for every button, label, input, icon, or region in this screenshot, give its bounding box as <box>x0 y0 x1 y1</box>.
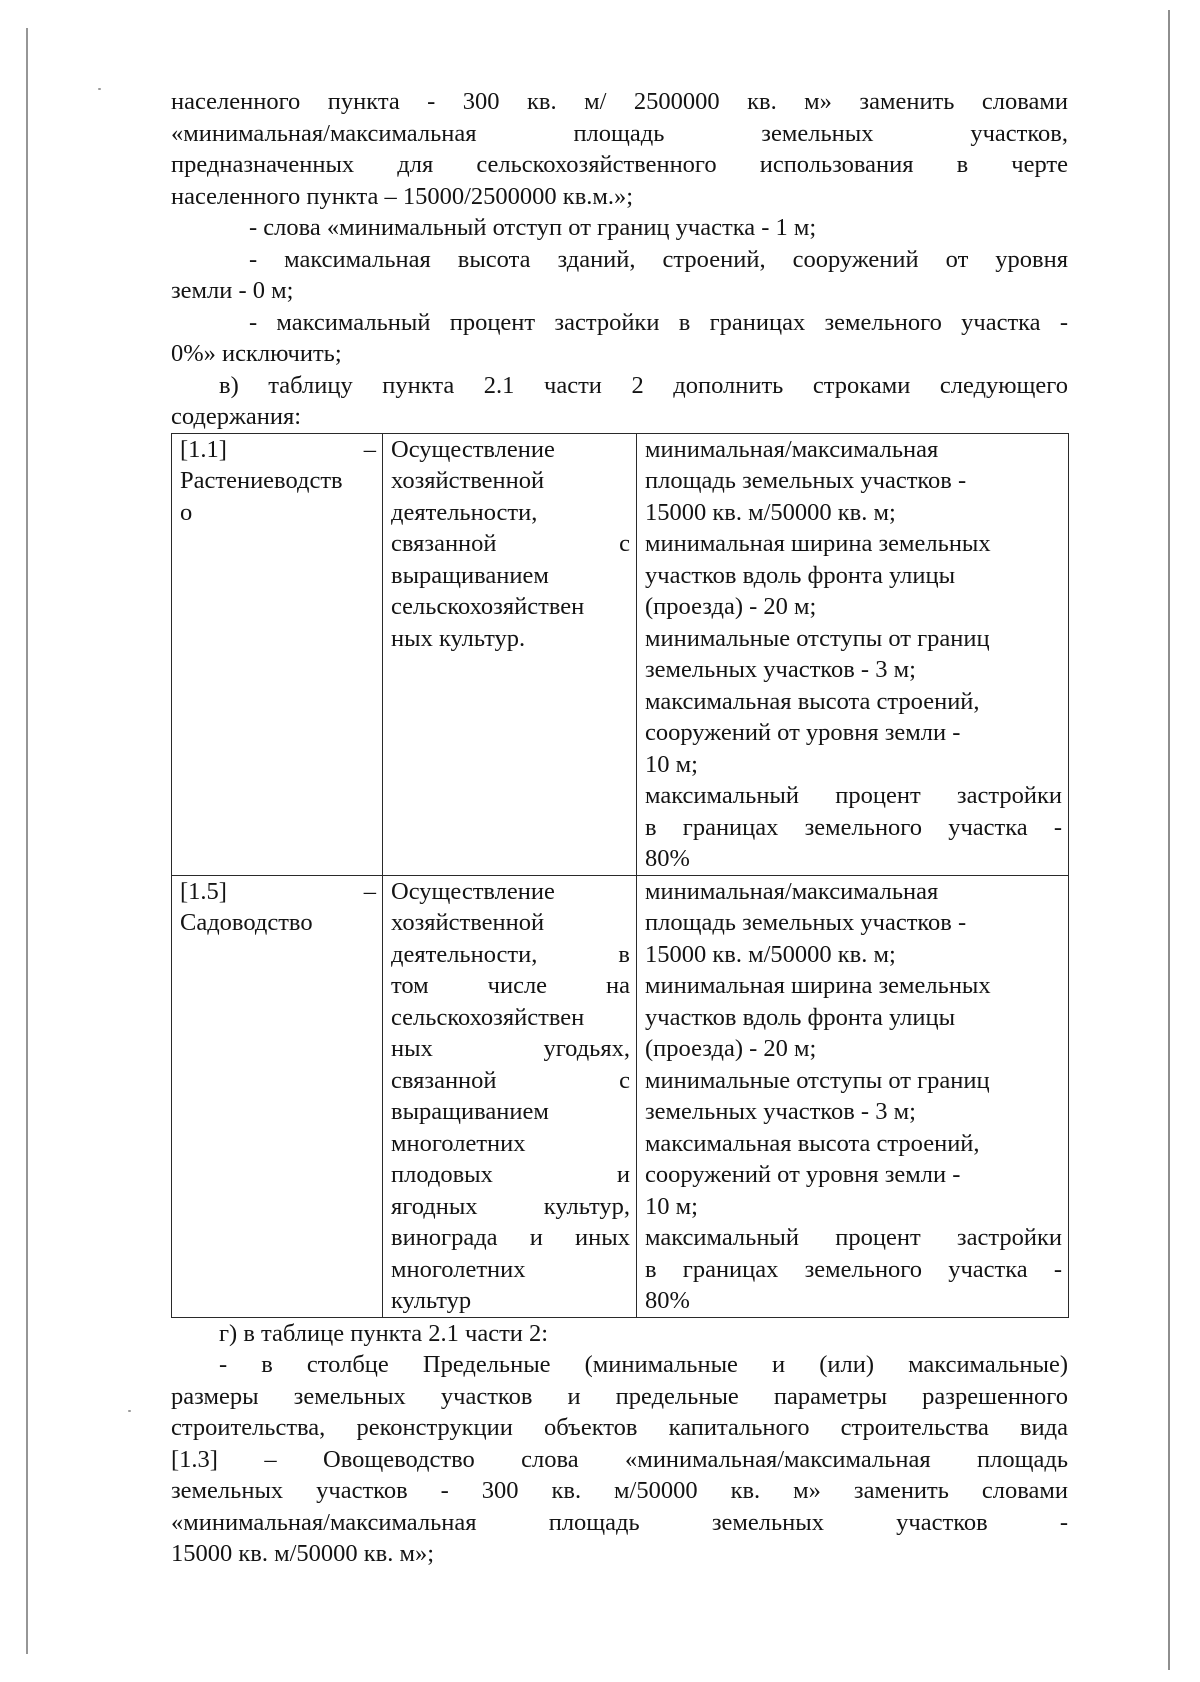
bullet-max-percent-line-1: - максимальный процент застройки в границах земельного участка - <box>249 308 1068 336</box>
cell-line: в границах земельного участка - <box>645 813 1062 841</box>
scan-speck <box>98 88 101 90</box>
cell-line: о <box>180 498 193 526</box>
intro-line-4: населенного пункта – 15000/2500000 кв.м.»; <box>171 182 634 210</box>
cell-line: связанной с <box>391 530 630 557</box>
document-body <box>171 86 1068 1570</box>
cell-line: хозяйственной <box>391 467 545 494</box>
cell-line: максимальный процент застройки <box>645 1224 1062 1251</box>
bullet-max-height-line-1: - максимальная высота зданий, строений, сооружений от уровня <box>249 245 1068 273</box>
intro-paragraph <box>171 86 1068 212</box>
cell-line: связанной с <box>391 1066 630 1094</box>
cell-line: сооружений от уровня земли - <box>645 1161 961 1188</box>
para-g-line: [1.3] – Овощеводство слова «минимальная/максимальная площадь <box>171 1445 1068 1473</box>
table-cell-parameters <box>637 875 1069 1317</box>
cell-line: многолетних <box>391 1129 526 1157</box>
cell-line: максимальный процент застройки <box>645 782 1062 809</box>
cell-line: культур <box>391 1287 472 1314</box>
cell-line: сельскохозяйствен <box>391 1003 585 1031</box>
para-v-line-1: в) таблицу пункта 2.1 части 2 дополнить строками следующего <box>219 371 1068 399</box>
cell-line: ягодных культур, <box>391 1192 630 1220</box>
table-cell-description <box>383 433 637 875</box>
cell-line: минимальная ширина земельных <box>645 530 991 557</box>
para-g-line: размеры земельных участков и предельные параметры разрешенного <box>171 1382 1068 1410</box>
cell-line: том числе на <box>391 972 630 999</box>
cell-line: выращиванием <box>391 561 549 589</box>
para-v-line-2: содержания: <box>171 403 302 430</box>
cell-line: 80% <box>645 845 690 872</box>
table-cell-code <box>172 433 383 875</box>
scan-speck <box>128 1410 131 1412</box>
cell-line: минимальная/максимальная <box>645 435 939 463</box>
bullet-min-offset: - слова «минимальный отступ от границ участка - 1 м; <box>249 214 817 241</box>
cell-line: 10 м; <box>645 750 698 778</box>
table-row <box>172 875 1069 1317</box>
cell-line: площадь земельных участков - <box>645 909 967 936</box>
intro-line-3: предназначенных для сельскохозяйственного использования в черте <box>171 151 1068 178</box>
table-cell-description <box>383 875 637 1317</box>
cell-line: 15000 кв. м/50000 кв. м; <box>645 498 896 526</box>
para-g-line: 15000 кв. м/50000 кв. м»; <box>171 1540 435 1567</box>
cell-line: минимальные отступы от границ <box>645 1066 990 1094</box>
cell-line: деятельности, <box>391 498 538 526</box>
table-cell-code <box>172 875 383 1317</box>
cell-line: максимальная высота строений, <box>645 1129 980 1157</box>
cell-line: 10 м; <box>645 1192 698 1220</box>
cell-line: Садоводство <box>180 909 313 936</box>
intro-line-2: «минимальная/максимальная площадь земельных участков, <box>171 119 1068 147</box>
cell-line: земельных участков - 3 м; <box>645 1098 916 1125</box>
land-use-table <box>171 433 1069 1318</box>
cell-line: [1.5] – <box>180 877 376 905</box>
para-g-heading: г) в таблице пункта 2.1 части 2: <box>219 1319 549 1347</box>
cell-line: хозяйственной <box>391 909 545 936</box>
cell-line: ных культур. <box>391 624 526 652</box>
cell-line: участков вдоль фронта улицы <box>645 1003 956 1031</box>
cell-line: (проезда) - 20 м; <box>645 593 817 620</box>
table-row <box>172 433 1069 875</box>
cell-line: участков вдоль фронта улицы <box>645 561 956 589</box>
cell-line: Осуществление <box>391 435 555 463</box>
cell-line: земельных участков - 3 м; <box>645 656 916 683</box>
para-g-line: «минимальная/максимальная площадь земельных участков - <box>171 1508 1068 1536</box>
scan-left-edge-line <box>26 28 28 1654</box>
para-g-body <box>171 1349 1068 1570</box>
cell-line: деятельности, в <box>391 940 630 968</box>
bullet-max-height-line-2: земли - 0 м; <box>171 277 294 304</box>
cell-line: максимальная высота строений, <box>645 687 980 715</box>
para-g-line: строительства, реконструкции объектов капитального строительства вида <box>171 1414 1068 1441</box>
cell-line: ных угодьях, <box>391 1035 630 1062</box>
cell-line: сельскохозяйствен <box>391 593 585 620</box>
cell-line: в границах земельного участка - <box>645 1255 1062 1283</box>
cell-line: плодовых и <box>391 1161 630 1188</box>
cell-line: 80% <box>645 1287 690 1314</box>
cell-line: 15000 кв. м/50000 кв. м; <box>645 940 896 968</box>
bullet-max-percent-line-2: 0%» исключить; <box>171 340 342 367</box>
cell-line: площадь земельных участков - <box>645 467 967 494</box>
scan-right-edge-line <box>1168 10 1170 1670</box>
intro-line-1: населенного пункта - 300 кв. м/ 2500000 кв. м» заменить словами <box>171 88 1068 115</box>
cell-line: многолетних <box>391 1255 526 1283</box>
cell-line: выращиванием <box>391 1098 549 1125</box>
cell-line: минимальная/максимальная <box>645 877 939 905</box>
para-g-line: земельных участков - 300 кв. м/50000 кв. м» заменить словами <box>171 1477 1068 1504</box>
cell-line: Осуществление <box>391 877 555 905</box>
table-cell-parameters <box>637 433 1069 875</box>
cell-line: минимальные отступы от границ <box>645 624 990 652</box>
cell-line: винограда и иных <box>391 1224 630 1251</box>
para-g-line: - в столбце Предельные (минимальные и (или) максимальные) <box>219 1351 1068 1378</box>
cell-line: [1.1] – <box>180 435 376 463</box>
cell-line: Растениеводств <box>180 467 343 494</box>
cell-line: сооружений от уровня земли - <box>645 719 961 746</box>
cell-line: (проезда) - 20 м; <box>645 1035 817 1062</box>
cell-line: минимальная ширина земельных <box>645 972 991 999</box>
